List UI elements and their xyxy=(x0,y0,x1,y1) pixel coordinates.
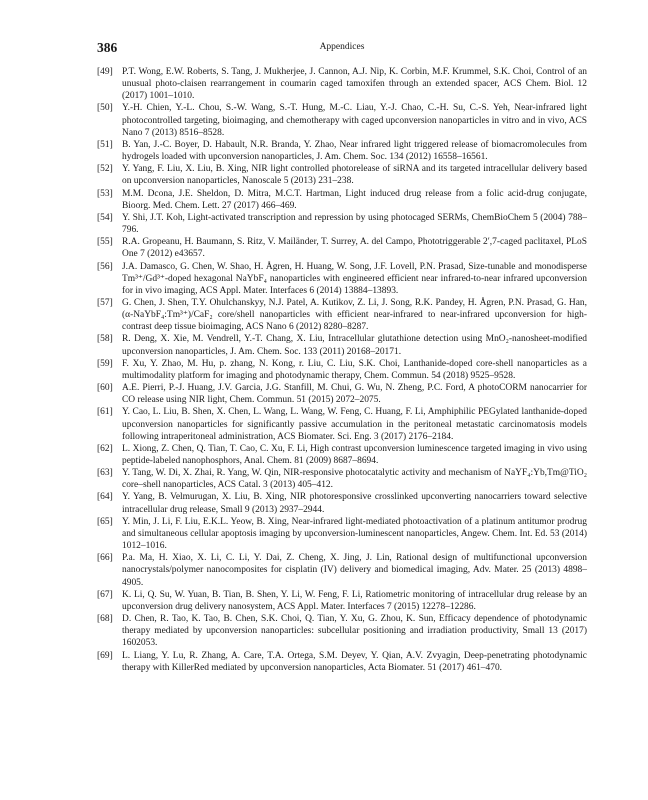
reference-text: D. Chen, R. Tao, K. Tao, B. Chen, S.K. Choi, Q. Tian, Y. Xu, G. Zhou, K. Sun, Efficacy dependence of photodynamic therapy mediated by upconversion nanoparticles: subcellular positioning and irradiation productivity, Small 13 (2017) 1602053. xyxy=(122,614,587,649)
reference-item xyxy=(97,650,587,674)
reference-text: P.T. Wong, E.W. Roberts, S. Tang, J. Mukherjee, J. Cannon, A.J. Nip, K. Corbin, M.F. Krummel, S.K. Choi, Control of an unusual photo-claisen rearrangement in coumarin caged tamoxifen through an extended spacer, ACS Chem. Biol. 12 (2017) 1001–1010. xyxy=(122,67,587,102)
reference-text: A.E. Pierri, P.-J. Huang, J.V. Garcia, J.G. Stanfill, M. Chui, G. Wu, N. Zheng, P.C. Ford, A photoCORM nanocarrier for CO release using NIR light, Chem. Commun. 51 (2015) 2072–2075. xyxy=(122,383,587,406)
reference-list xyxy=(97,66,587,674)
reference-number: [52] xyxy=(97,164,113,175)
reference-item xyxy=(97,212,587,236)
reference-number: [58] xyxy=(97,334,113,345)
reference-number: [59] xyxy=(97,358,113,369)
reference-text: Y. Tang, W. Di, X. Zhai, R. Yang, W. Qin, NIR-responsive photocatalytic activity and mechanism of NaYF₄:Yb,Tm@TiO₂ core–shell nanoparticles, ACS Catal. 3 (2013) 405–412. xyxy=(122,468,587,491)
reference-number: [50] xyxy=(97,103,113,114)
reference-text: Y. Cao, L. Liu, B. Shen, X. Chen, L. Wang, L. Wang, W. Feng, C. Huang, F. Li, Amphiphilic PEGylated lanthanide-doped upconversion nanoparticles for significantly passive accumulation in the peritoneal metastatic carcinomatosis models following intraperitoneal administration, ACS Biomater. Sci. Eng. 3 (2017) 2176–2184. xyxy=(122,407,587,442)
reference-item xyxy=(97,491,587,515)
reference-item xyxy=(97,613,587,649)
reference-number: [60] xyxy=(97,383,113,394)
reference-item xyxy=(97,589,587,613)
reference-item xyxy=(97,333,587,357)
reference-number: [56] xyxy=(97,261,113,272)
reference-number: [57] xyxy=(97,297,113,308)
reference-text: K. Li, Q. Su, W. Yuan, B. Tian, B. Shen, Y. Li, W. Feng, F. Li, Ratiometric monitoring of intracellular drug release by an upconversion drug delivery nanosystem, ACS Appl. Mater. Interfaces 7 (2015) 12278–12286. xyxy=(122,589,587,612)
page-header xyxy=(97,40,587,56)
reference-text: M.M. Dcona, J.E. Sheldon, D. Mitra, M.C.T. Hartman, Light induced drug release from a folic acid-drug conjugate, Bioorg. Med. Chem. Lett. 27 (2017) 466–469. xyxy=(122,188,587,211)
reference-number: [49] xyxy=(97,67,113,77)
reference-text: B. Yan, J.-C. Boyer, D. Habault, N.R. Branda, Y. Zhao, Near infrared light triggered release of biomacromolecules from hydrogels loaded with upconversion nanoparticles, J. Am. Chem. Soc. 134 (2012) 16558–16561. xyxy=(122,139,587,163)
reference-item xyxy=(97,236,587,260)
reference-text: J.A. Damasco, G. Chen, W. Shao, H. Ågren, H. Huang, W. Song, J.F. Lovell, P.N. Prasad, Size-tunable and monodisperse Tm³⁺/Gd³⁺-doped hexagonal NaYbF₄ nanoparticles with engineered efficient near infrared-to-near infrared upconversion for in vivo imaging, ACS Appl. Mater. Interfaces 6 (2014) 13884–13893. xyxy=(122,261,587,296)
reference-item xyxy=(97,261,587,297)
reference-text: P.a. Ma, H. Xiao, X. Li, C. Li, Y. Dai, Z. Cheng, X. Jing, J. Lin, Rational design of multifunctional upconversion nanocrystals/polymer nanocomposites for cisplatin (IV) delivery and biomedical imaging, Adv. Mater. 25 (2013) 4898–4905. xyxy=(122,553,587,588)
reference-item xyxy=(97,188,587,212)
reference-item xyxy=(97,66,587,102)
reference-number: [62] xyxy=(97,443,113,454)
reference-item xyxy=(97,358,587,382)
reference-text: Y. Yang, B. Velmurugan, X. Liu, B. Xing, NIR photoresponsive crosslinked upconverting nanocarriers toward selective intracellular drug release, Small 9 (2013) 2937–2944. xyxy=(122,492,587,515)
reference-number: [68] xyxy=(97,614,113,625)
reference-text: Y. Min, J. Li, F. Liu, E.K.L. Yeow, B. Xing, Near-infrared light-mediated photoactivation of a platinum antitumor prodrug and simultaneous cellular apoptosis imaging by upconversion-luminescent nanoparticles, Angew. Chem. Int. Ed. 53 (2014) 1012–1016. xyxy=(122,516,587,552)
reference-number: [53] xyxy=(97,188,113,199)
reference-item xyxy=(97,139,587,163)
reference-text: R.A. Gropeanu, H. Baumann, S. Ritz, V. Mailänder, T. Surrey, A. del Campo, Phototriggerable 2′,7-caged paclitaxel, PLoS One 7 (2012) e43657. xyxy=(122,237,587,260)
reference-number: [55] xyxy=(97,237,113,248)
reference-item xyxy=(97,443,587,467)
running-head: Appendices xyxy=(319,42,365,52)
reference-item xyxy=(97,516,587,552)
reference-number: [63] xyxy=(97,468,113,479)
reference-item xyxy=(97,297,587,333)
reference-text: Y. Yang, F. Liu, X. Liu, B. Xing, NIR light controlled photorelease of siRNA and its targeted intracellular delivery based on upconversion nanoparticles, Nanoscale 5 (2013) 231–238. xyxy=(122,164,587,187)
reference-number: [67] xyxy=(97,589,113,600)
reference-text: G. Chen, J. Shen, T.Y. Ohulchanskyy, N.J. Patel, A. Kutikov, Z. Li, J. Song, R.K. Pandey, H. Ågren, P.N. Prasad, G. Han, (α-NaYbF₄:Tm³⁺)/CaF₂ core/shell nanoparticles with efficient near-infrared to near-infrared upconversion for high-contrast deep tissue bioimaging, ACS Nano 6 (2012) 8280–8287. xyxy=(122,297,587,333)
page-number: 386 xyxy=(97,40,118,55)
reference-item xyxy=(97,102,587,138)
reference-item xyxy=(97,163,587,187)
reference-text: L. Xiong, Z. Chen, Q. Tian, T. Cao, C. Xu, F. Li, High contrast upconversion luminescence targeted imaging in vivo using peptide-labeled nanophosphors, Anal. Chem. 81 (2009) 8687–8694. xyxy=(122,443,587,466)
reference-number: [69] xyxy=(97,650,113,661)
reference-item xyxy=(97,467,587,491)
reference-text: F. Xu, Y. Zhao, M. Hu, p. zhang, N. Kong, r. Liu, C. Liu, S.K. Choi, Lanthanide-doped core-shell nanoparticles as a multimodality platform for imaging and photodynamic therapy, Chem. Commun. 54 (2018) 9525–9528. xyxy=(122,358,587,381)
reference-text: L. Liang, Y. Lu, R. Zhang, A. Care, T.A. Ortega, S.M. Deyev, Y. Qian, A.V. Zvyagin, Deep-penetrating photodynamic therapy with KillerRed mediated by upconversion nanoparticles, Acta Biomater. 51 (2017) 461–470. xyxy=(122,650,587,673)
reference-number: [61] xyxy=(97,407,113,418)
reference-item xyxy=(97,552,587,588)
reference-item xyxy=(97,406,587,442)
reference-number: [65] xyxy=(97,516,113,527)
reference-text: Y. Shi, J.T. Koh, Light-activated transcription and repression by using photocaged SERMs, ChemBioChem 5 (2004) 788–796. xyxy=(122,212,587,236)
reference-number: [64] xyxy=(97,492,113,503)
reference-text: R. Deng, X. Xie, M. Vendrell, Y.-T. Chang, X. Liu, Intracellular glutathione detection using MnO₂-nanosheet-modified upconversion nanoparticles, J. Am. Chem. Soc. 133 (2011) 20168–20171. xyxy=(122,334,587,357)
reference-number: [66] xyxy=(97,553,113,564)
reference-number: [51] xyxy=(97,139,113,150)
reference-text: Y.-H. Chien, Y.-L. Chou, S.-W. Wang, S.-T. Hung, M.-C. Liau, Y.-J. Chao, C.-H. Su, C.-S. Yeh, Near-infrared light photocontrolled targeting, bioimaging, and chemotherapy with caged upconversion nanoparticles in vitro and in vivo, ACS Nano 7 (2013) 8516–8528. xyxy=(122,103,587,138)
reference-number: [54] xyxy=(97,212,113,223)
reference-item xyxy=(97,382,587,406)
